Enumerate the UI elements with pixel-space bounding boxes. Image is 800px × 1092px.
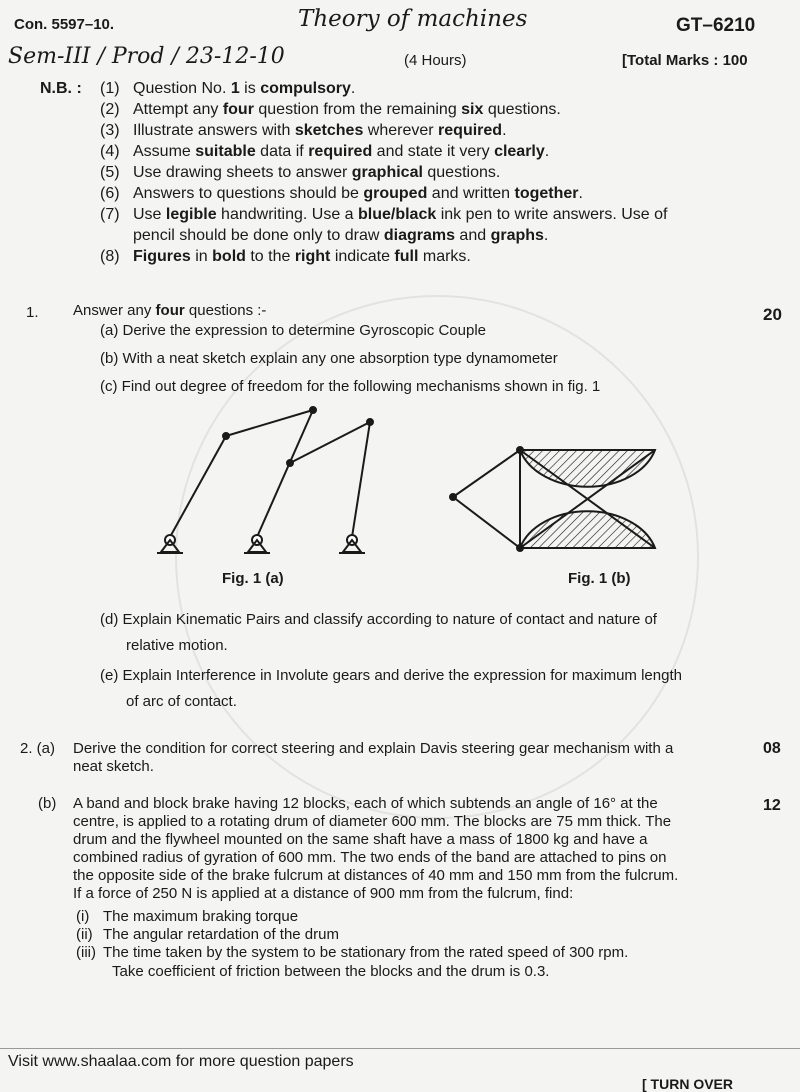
fig-1a-linkage [157, 407, 373, 553]
instruction-number: (2) [100, 101, 120, 118]
q2b-marks: 12 [763, 797, 781, 814]
nb-label: N.B. : [40, 80, 82, 97]
q1-part-e-line1: (e) Explain Interference in Involute gears and derive the expression for maximum length [100, 667, 682, 684]
instruction-number: (6) [100, 185, 120, 202]
q2-number: 2. (a) [20, 740, 56, 757]
instruction-text: Figures in bold to the right indicate full marks. [133, 248, 471, 265]
q1-part-d-line1: (d) Explain Kinematic Pairs and classify according to nature of contact and nature of [100, 611, 657, 628]
fig-1a-caption: Fig. 1 (a) [222, 570, 284, 587]
fig-1b-mechanism [450, 447, 655, 551]
q1-number: 1. [26, 304, 39, 321]
instruction-number: (3) [100, 122, 120, 139]
instruction-number: (8) [100, 248, 120, 265]
instruction-text: Illustrate answers with sketches wherever required. [133, 122, 507, 139]
q1-part-e-line2: of arc of contact. [126, 693, 237, 710]
instruction-number: (7) [100, 206, 120, 223]
q2b-sub-text: The angular retardation of the drum [103, 926, 339, 943]
q1-marks: 20 [763, 305, 782, 324]
q2b-line: If a force of 250 N is applied at a distance of 900 mm from the fulcrum, find: [73, 885, 574, 902]
instruction-number: (5) [100, 164, 120, 181]
q2b-line: combined radius of gyration of 600 mm. The two ends of the band are attached to pins on [73, 849, 667, 866]
q2b-sub-text: The maximum braking torque [103, 908, 299, 925]
q1-part-c: (c) Find out degree of freedom for the following mechanisms shown in fig. 1 [100, 378, 601, 395]
total-marks: [Total Marks : 100 [622, 52, 748, 69]
q2-part-a-line2: neat sketch. [73, 758, 154, 775]
q2b-line: drum and the flywheel mounted on the same shaft have a mass of 1800 kg and have a [73, 831, 648, 848]
q2b-friction-note: Take coefficient of friction between the blocks and the drum is 0.3. [112, 963, 550, 980]
handwritten-semester: Sem-III / Prod / 23-12-10 [8, 44, 285, 69]
q1-part-b: (b) With a neat sketch explain any one absorption type dynamometer [100, 350, 558, 367]
instruction-number: (1) [100, 80, 120, 97]
con-number: Con. 5597–10. [14, 16, 115, 33]
handwritten-title: Theory of machines [298, 6, 528, 32]
instruction-text: pencil should be done only to draw diagrams and graphs. [133, 227, 549, 244]
instruction-number: (4) [100, 143, 120, 160]
q2-part-b-label: (b) [38, 795, 57, 812]
instruction-text: Answers to questions should be grouped and written together. [133, 185, 583, 202]
q2b-line: centre, is applied to a rotating drum of diameter 600 mm. The blocks are 75 mm thick. The [73, 813, 672, 830]
q1-intro: Answer any four questions :- [73, 302, 267, 319]
duration: (4 Hours) [404, 52, 467, 69]
instruction-text: Use drawing sheets to answer graphical questions. [133, 164, 501, 181]
footer-visit-text: Visit www.shaalaa.com for more question papers [8, 1053, 354, 1070]
q2b-line: A band and block brake having 12 blocks, each of which subtends an angle of 16° at the [73, 795, 658, 812]
q2a-marks: 08 [763, 740, 781, 757]
q2b-line: the opposite side of the brake fulcrum at distances of 40 mm and 150 mm from the fulcrum. [73, 867, 679, 884]
q2-part-a-line1: Derive the condition for correct steering and explain Davis steering gear mechanism with a [73, 740, 674, 757]
turn-over: [ TURN OVER [642, 1076, 733, 1092]
fig-1b-caption: Fig. 1 (b) [568, 570, 631, 587]
paper-code: GT–6210 [676, 15, 756, 36]
q2b-sub-text: The time taken by the system to be stationary from the rated speed of 300 rpm. [103, 944, 629, 961]
q2b-sub-number: (i) [76, 908, 90, 925]
footer-divider [0, 1048, 800, 1049]
instruction-text: Attempt any four question from the remaining six questions. [133, 101, 561, 118]
instruction-text: Assume suitable data if required and state it very clearly. [133, 143, 550, 160]
instruction-text: Use legible handwriting. Use a blue/black ink pen to write answers. Use of [133, 206, 668, 223]
q2b-sub-number: (iii) [76, 944, 96, 961]
q1-part-a: (a) Derive the expression to determine Gyroscopic Couple [100, 322, 487, 339]
instruction-text: Question No. 1 is compulsory. [133, 80, 356, 97]
q2b-sub-number: (ii) [76, 926, 93, 943]
q1-part-d-line2: relative motion. [126, 637, 228, 654]
